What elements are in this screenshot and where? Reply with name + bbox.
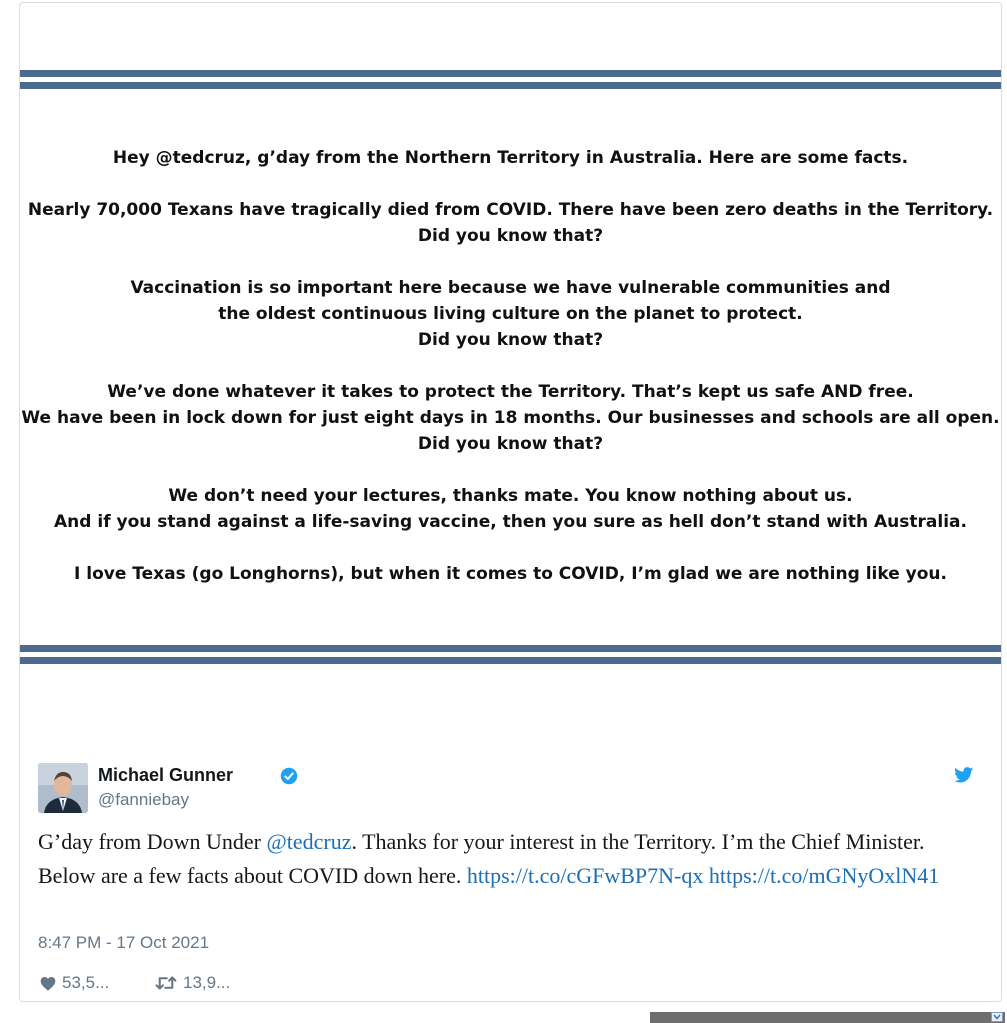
tweet-header [38,763,978,815]
embedded-tweet-card [19,2,1002,1002]
mention-link[interactable]: @tedcruz [266,829,352,854]
like-action[interactable] [40,973,109,993]
retweet-count: 13,9... [183,973,231,992]
twitter-bird-icon[interactable] [954,767,974,783]
bottom-stripe-upper [20,645,1001,652]
tweet-text-intro: G’day from Down Under [38,829,267,854]
like-count: 53,5... [62,973,110,992]
heart-icon [40,976,56,991]
chevron-down-icon[interactable] [991,1012,1003,1022]
statement-paragraph: We don’t need your lectures, thanks mate. You know nothing about us. And if you stand against a life-saving vaccine, then you sure as hell don’t stand with Australia. [54,486,967,532]
top-stripe-upper [20,70,1001,77]
tweet-text-body: . Thanks for your interest in the Territory. I’m the Chief Minister. Below are a few facts about COVID down here. [38,829,925,888]
bottom-stripe-lower [20,657,1001,664]
author-handle[interactable]: @fanniebay [98,790,189,809]
tweet-timestamp[interactable]: 8:47 PM - 17 Oct 2021 [38,933,210,952]
avatar[interactable] [38,763,88,813]
top-stripe-lower [20,82,1001,89]
statement-paragraph: Vaccination is so important here because we have vulnerable communities and the oldest continuous living culture on the planet to protect. Did you know that? [130,278,891,350]
bottom-scrollbar[interactable] [650,1012,1005,1023]
verified-badge-icon [280,767,298,785]
tweet-text [38,825,983,893]
tweet-link-2[interactable]: https://t.co/mGNyOxlN41 [708,863,940,888]
statement-paragraph: We’ve done whatever it takes to protect the Territory. That’s kept us safe AND free. We have been in lock down for just eight days in 18 months. Our businesses and schools are all open. Did you know that? [21,382,1000,454]
author-name[interactable]: Michael Gunner [98,765,234,785]
tweet-link-1[interactable]: https://t.co/cGFwBP7N-qx [466,863,704,888]
statement-paragraph: Hey @tedcruz, g’day from the Northern Territory in Australia. Here are some facts. [112,148,909,168]
statement-image-text [20,145,1001,587]
statement-paragraph: I love Texas (go Longhorns), but when it comes to COVID, I’m glad we are nothing like you. [74,564,947,584]
retweet-action[interactable] [155,973,230,993]
statement-paragraph: Nearly 70,000 Texans have tragically died from COVID. There have been zero deaths in the Territory. Did you know that? [27,200,994,246]
retweet-icon [155,975,177,991]
